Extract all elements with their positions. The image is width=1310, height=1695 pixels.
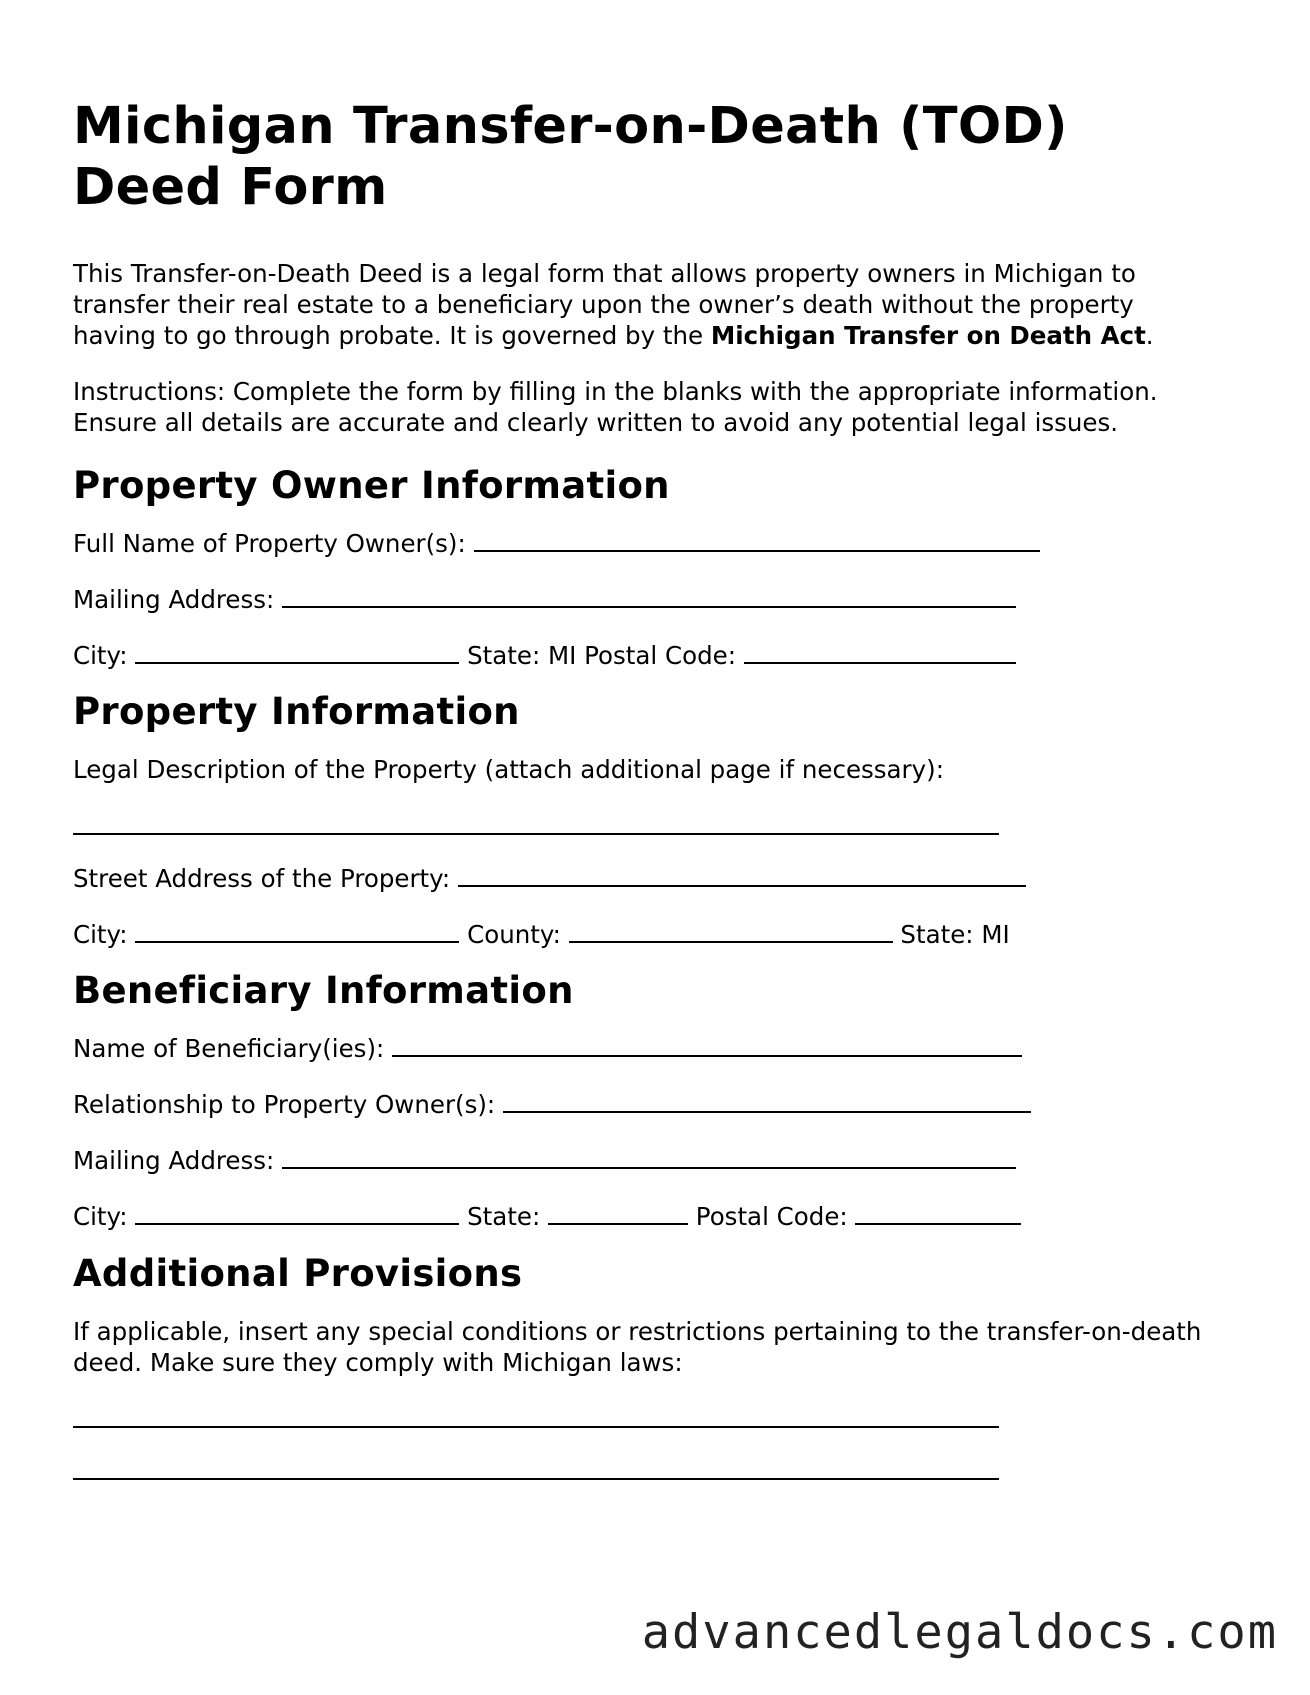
beneficiary-relationship-label: Relationship to Property Owner(s):: [73, 1090, 496, 1119]
legal-description-field[interactable]: [73, 811, 999, 835]
beneficiary-city-label: City:: [73, 1202, 128, 1231]
owner-full-name-row: [73, 528, 1213, 559]
provisions-field-1[interactable]: [73, 1404, 999, 1428]
owner-section-heading: Property Owner Information: [73, 464, 670, 507]
intro-paragraph: [73, 258, 1213, 351]
provisions-section-heading: Additional Provisions: [73, 1252, 523, 1295]
beneficiary-state-label: State:: [467, 1202, 541, 1231]
beneficiary-name-row: [73, 1033, 1213, 1064]
provisions-text: If applicable, insert any special conditions or restrictions pertaining to the transfer-on-death deed. Make sure they comply with Michigan laws:: [73, 1317, 1202, 1377]
beneficiary-name-field[interactable]: [392, 1033, 1022, 1057]
property-city-row: [73, 919, 1213, 950]
beneficiary-state-field[interactable]: [548, 1201, 688, 1225]
beneficiary-mailing-address-row: [73, 1145, 1213, 1176]
watermark: advancedlegaldocs.com: [641, 1605, 1278, 1660]
owner-city-row: [73, 640, 1213, 671]
intro-text-end: .: [1145, 321, 1154, 350]
owner-city-field[interactable]: [135, 640, 459, 664]
beneficiary-section-heading: Beneficiary Information: [73, 969, 574, 1012]
owner-mailing-address-field[interactable]: [282, 584, 1016, 608]
owner-mailing-address-label: Mailing Address:: [73, 585, 275, 614]
act-name: Michigan Transfer on Death Act: [710, 321, 1146, 350]
provisions-row-1: [73, 1404, 1213, 1435]
street-address-label: Street Address of the Property:: [73, 864, 451, 893]
beneficiary-postal-code-field[interactable]: [855, 1201, 1021, 1225]
legal-description-row: [73, 811, 1213, 842]
owner-full-name-field[interactable]: [474, 528, 1040, 552]
owner-postal-code-field[interactable]: [744, 640, 1016, 664]
owner-mailing-address-row: [73, 584, 1213, 615]
beneficiary-relationship-row: [73, 1089, 1213, 1120]
provisions-row-2: [73, 1456, 1213, 1487]
legal-description-label: Legal Description of the Property (attach additional page if necessary):: [73, 755, 944, 784]
property-city-field[interactable]: [135, 919, 459, 943]
property-section-heading: Property Information: [73, 690, 520, 733]
document-page: [73, 96, 1213, 1487]
property-city-label: City:: [73, 920, 128, 949]
property-county-label: County:: [467, 920, 561, 949]
owner-state-postal-label: State: MI Postal Code:: [467, 641, 736, 670]
property-state-label: State: MI: [900, 920, 1010, 949]
beneficiary-name-label: Name of Beneficiary(ies):: [73, 1034, 385, 1063]
owner-city-label: City:: [73, 641, 128, 670]
beneficiary-postal-code-label: Postal Code:: [695, 1202, 848, 1231]
beneficiary-mailing-address-field[interactable]: [282, 1145, 1016, 1169]
instructions-paragraph: Instructions: Complete the form by filling in the blanks with the appropriate information. Ensure all details are accurate and clearly written to avoid any potential legal issues.: [73, 377, 1158, 437]
beneficiary-city-field[interactable]: [135, 1201, 459, 1225]
beneficiary-city-row: [73, 1201, 1213, 1232]
intro-text: This Transfer-on-Death Deed is a legal form that allows property owners in Michigan to transfer their real estate to a beneficiary upon the owner’s death without the property having to go through probate. It is governed by the: [73, 259, 1136, 350]
beneficiary-relationship-field[interactable]: [503, 1089, 1031, 1113]
property-county-field[interactable]: [569, 919, 893, 943]
owner-full-name-label: Full Name of Property Owner(s):: [73, 529, 466, 558]
street-address-row: [73, 863, 1213, 894]
document-title: Michigan Transfer-on-Death (TOD) Deed Form: [73, 97, 1068, 217]
street-address-field[interactable]: [458, 863, 1026, 887]
provisions-field-2[interactable]: [73, 1456, 999, 1480]
beneficiary-mailing-address-label: Mailing Address:: [73, 1146, 275, 1175]
